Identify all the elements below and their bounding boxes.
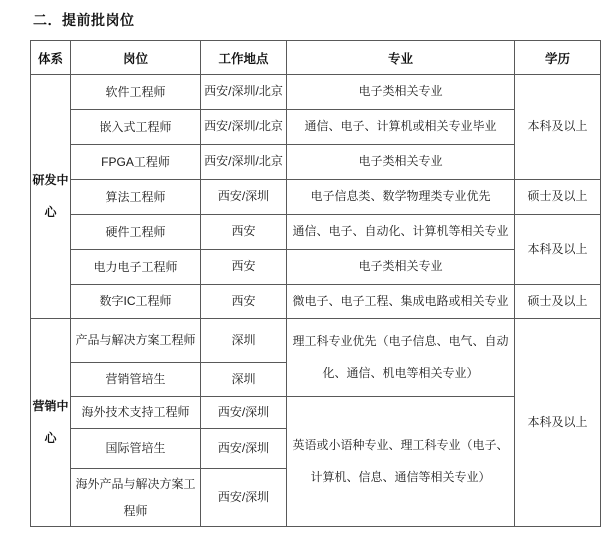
cell-position: 嵌入式工程师 xyxy=(71,110,201,145)
cell-location: 深圳 xyxy=(201,363,287,397)
cell-location: 深圳 xyxy=(201,319,287,363)
cell-degree: 本科及以上 xyxy=(515,215,601,285)
cell-major: 电子类相关专业 xyxy=(287,145,515,180)
cell-position: 电力电子工程师 xyxy=(71,250,201,285)
cell-location: 西安/深圳/北京 xyxy=(201,75,287,110)
cell-degree: 硕士及以上 xyxy=(515,180,601,215)
cell-location: 西安/深圳 xyxy=(201,397,287,429)
cell-position: 产品与解决方案工程师 xyxy=(71,319,201,363)
cell-major: 微电子、电子工程、集成电路或相关专业 xyxy=(287,285,515,319)
cell-position: 算法工程师 xyxy=(71,180,201,215)
cell-degree: 硕士及以上 xyxy=(515,285,601,319)
cell-position: 软件工程师 xyxy=(71,75,201,110)
cell-location: 西安/深圳 xyxy=(201,180,287,215)
cell-position: 数字IC工程师 xyxy=(71,285,201,319)
cell-location: 西安/深圳 xyxy=(201,469,287,527)
cell-system: 营销中心 xyxy=(31,319,71,527)
table-body xyxy=(31,75,601,527)
table-row xyxy=(31,75,601,110)
header-row xyxy=(31,41,601,75)
cell-major: 电子类相关专业 xyxy=(287,75,515,110)
cell-position: FPGA工程师 xyxy=(71,145,201,180)
cell-position: 海外技术支持工程师 xyxy=(71,397,201,429)
cell-degree: 本科及以上 xyxy=(515,319,601,527)
cell-degree: 本科及以上 xyxy=(515,75,601,180)
cell-location: 西安/深圳/北京 xyxy=(201,145,287,180)
cell-location: 西安 xyxy=(201,250,287,285)
cell-major: 英语或小语种专业、理工科专业（电子、计算机、信息、通信等相关专业） xyxy=(287,397,515,527)
header-major: 专业 xyxy=(287,41,515,75)
table-row xyxy=(31,285,601,319)
positions-table xyxy=(30,40,601,527)
cell-location: 西安 xyxy=(201,215,287,250)
cell-major: 通信、电子、计算机或相关专业毕业 xyxy=(287,110,515,145)
table-header xyxy=(31,41,601,75)
cell-position: 国际管培生 xyxy=(71,429,201,469)
cell-major: 电子信息类、数学物理类专业优先 xyxy=(287,180,515,215)
cell-major: 理工科专业优先（电子信息、电气、自动化、通信、机电等相关专业） xyxy=(287,319,515,397)
cell-location: 西安 xyxy=(201,285,287,319)
cell-position: 营销管培生 xyxy=(71,363,201,397)
cell-major: 通信、电子、自动化、计算机等相关专业 xyxy=(287,215,515,250)
header-degree: 学历 xyxy=(515,41,601,75)
cell-system: 研发中心 xyxy=(31,75,71,319)
cell-position: 硬件工程师 xyxy=(71,215,201,250)
section-title: 二．提前批岗位 xyxy=(33,12,135,28)
header-position: 岗位 xyxy=(71,41,201,75)
cell-location: 西安/深圳/北京 xyxy=(201,110,287,145)
header-system: 体系 xyxy=(31,41,71,75)
header-location: 工作地点 xyxy=(201,41,287,75)
cell-position: 海外产品与解决方案工程师 xyxy=(71,469,201,527)
table-row xyxy=(31,180,601,215)
table-row xyxy=(31,319,601,363)
cell-major: 电子类相关专业 xyxy=(287,250,515,285)
cell-location: 西安/深圳 xyxy=(201,429,287,469)
table-row xyxy=(31,215,601,250)
